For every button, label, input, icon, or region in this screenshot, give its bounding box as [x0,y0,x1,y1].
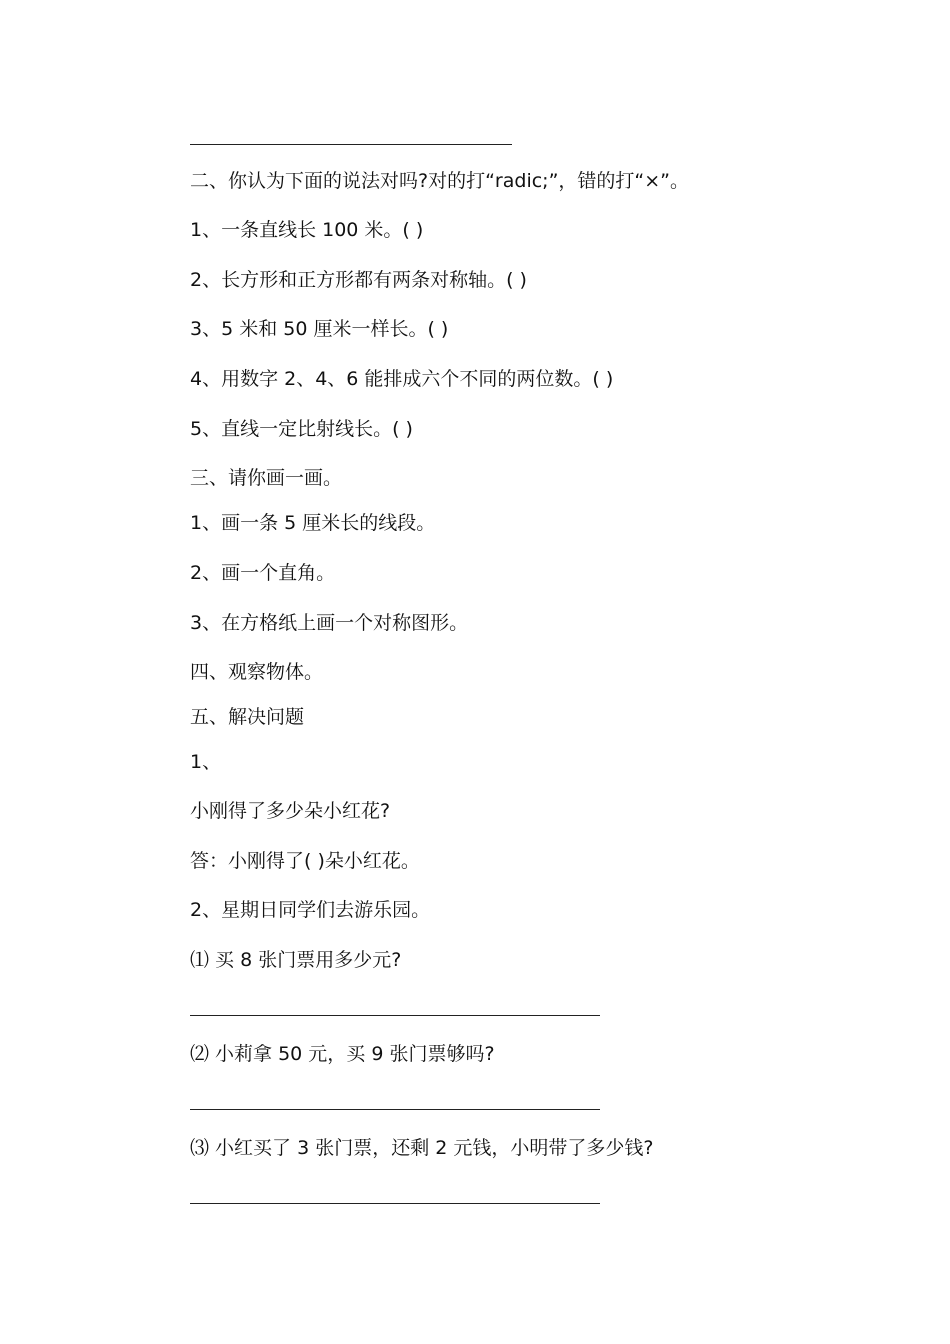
q2-intro: 2、星期日同学们去游乐园。 [190,899,431,921]
q1-question: 小刚得了多少朵小红花? [190,800,391,822]
section3-item-2: 2、画一个直角。 [190,562,336,584]
section3-heading: 三、请你画一画。 [190,467,343,489]
section3-item-3: 3、在方格纸上画一个对称图形。 [190,612,469,634]
section2-item-1: 1、一条直线长 100 米。( ) [190,219,424,241]
top-answer-line [190,144,512,145]
q2-part-3: ⑶ 小红买了 3 张门票，还剩 2 元钱，小明带了多少钱? [190,1137,654,1159]
answer-line-2 [190,1109,600,1110]
section5-heading: 五、解决问题 [190,706,305,728]
answer-line-3 [190,1203,600,1204]
q1-number: 1、 [190,751,222,773]
q1-answer: 答：小刚得了( )朵小红花。 [190,850,420,872]
q2-part-1: ⑴ 买 8 张门票用多少元? [190,949,402,971]
section2-item-5: 5、直线一定比射线长。( ) [190,418,413,440]
q2-part-2: ⑵ 小莉拿 50 元，买 9 张门票够吗? [190,1043,495,1065]
section2-heading: 二、你认为下面的说法对吗?对的打“radic;”，错的打“×”。 [190,170,690,192]
section3-item-1: 1、画一条 5 厘米长的线段。 [190,512,436,534]
section2-item-2: 2、长方形和正方形都有两条对称轴。( ) [190,269,527,291]
section2-item-3: 3、5 米和 50 厘米一样长。( ) [190,318,449,340]
section4-heading: 四、观察物体。 [190,661,324,683]
section2-item-4: 4、用数字 2、4、6 能排成六个不同的两位数。( ) [190,368,614,390]
answer-line-1 [190,1015,600,1016]
